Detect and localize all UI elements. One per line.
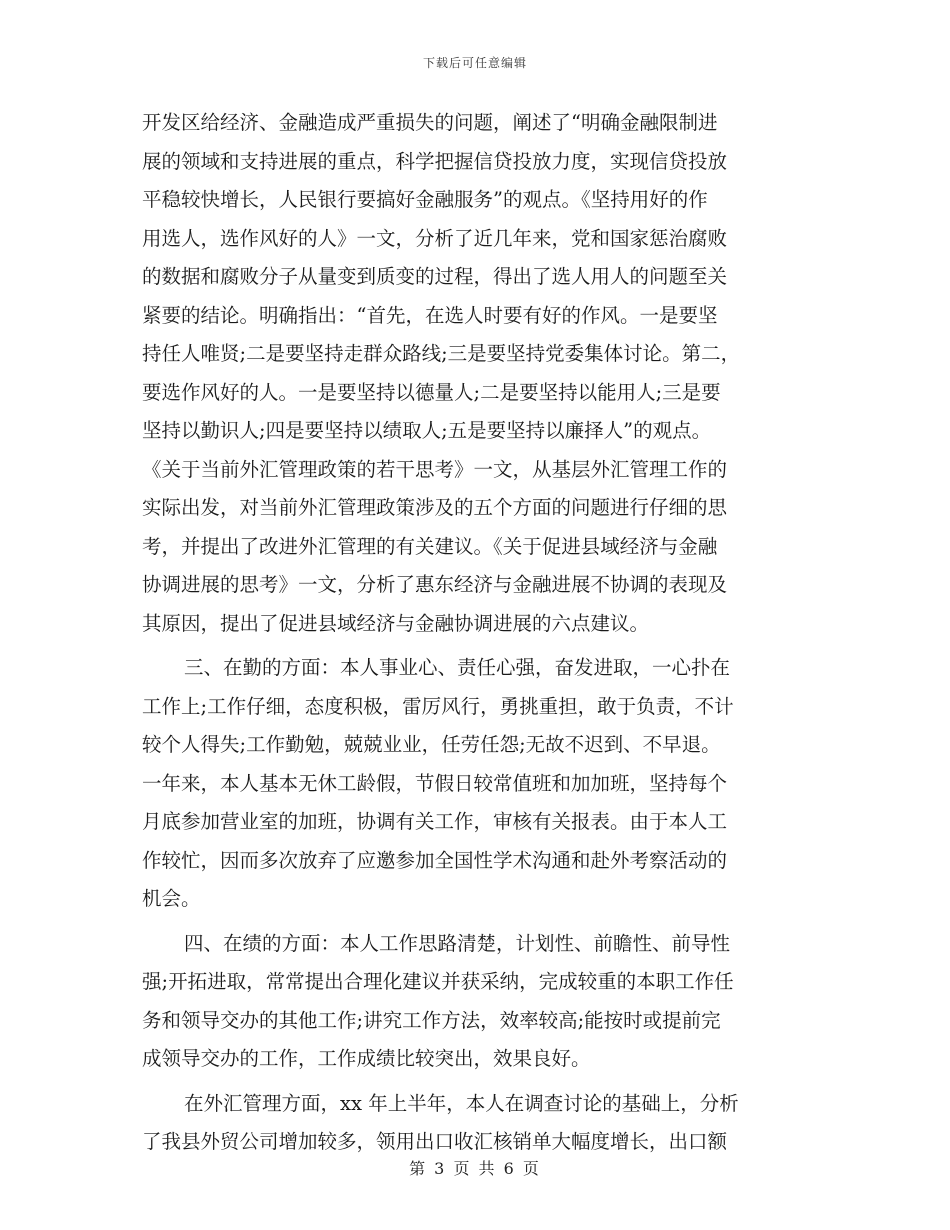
text-line: 协调进展的思考》一文，分析了惠东经济与金融进展不协调的表现及 — [142, 573, 728, 596]
text-line: 紧要的结论。明确指出：“首先，在选人时要有好的作风。一是要坚 — [142, 303, 718, 327]
text-line: 务和领导交办的其他工作;讲究工作方法，效率较高;能按时或提前完 — [142, 1008, 721, 1032]
text-line: 强;开拓进取，常常提出合理化建议并获采纳，完成较重的本职工作任 — [142, 970, 734, 993]
text-line: 成领导交办的工作，工作成绩比较突出，效果良好。 — [142, 1047, 591, 1070]
text-line: 工作上;工作仔细，态度积极，雷厉风行，勇挑重担，敢于负责，不计 — [142, 694, 734, 718]
text-line: 月底参加营业室的加班，协调有关工作，审核有关报表。由于本人工 — [142, 810, 728, 833]
text-line: 三、在勤的方面：本人事业心、责任心强，奋发进取，一心扑在 — [184, 656, 731, 679]
text-line: 要选作风好的人。一是要坚持以德量人;二是要坚持以能用人;三是要 — [142, 380, 721, 404]
text-line: 开发区给经济、金融造成严重损失的问题，阐述了“明确金融限制进 — [142, 111, 718, 134]
text-line: 考，并提出了改进外汇管理的有关建议。《关于促进县域经济与金融 — [142, 534, 718, 558]
text-line: 持任人唯贤;二是要坚持走群众路线;三是要坚持党委集体讨论。第二， — [142, 342, 741, 365]
text-line: 作较忙，因而多次放弃了应邀参加全国性学术沟通和赴外考察活动的 — [142, 848, 728, 872]
text-line: 其原因，提出了促进县域经济与金融协调进展的六点建议。 — [142, 611, 650, 635]
text-line: 机会。 — [142, 887, 201, 910]
page-footer: 第 3 页 共 6 页 — [409, 1159, 541, 1178]
text-line: 了我县外贸公司增加较多，领用出口收汇核销单大幅度增长，出口额 — [142, 1130, 728, 1153]
page-header: 下载后可任意编辑 — [422, 56, 527, 70]
text-line: 展的领域和支持进展的重点，科学把握信贷投放力度，实现信贷投放 — [142, 149, 728, 173]
text-line: 实际出发，对当前外汇管理政策涉及的五个方面的问题进行仔细的思 — [142, 496, 728, 519]
text-line: 坚持以勤识人;四是要坚持以绩取人;五是要坚持以廉择人”的观点。 — [142, 419, 712, 442]
text-line: 平稳较快增长，人民银行要搞好金融服务”的观点。《坚持用好的作 — [142, 188, 708, 211]
document-body — [142, 104, 798, 1162]
text-line: 较个人得失;工作勤勉，兢兢业业，任劳任怨;无故不迟到、不早退。 — [142, 733, 721, 756]
text-line: 用选人，选作风好的人》一文，分析了近几年来，党和国家惩治腐败 — [142, 226, 728, 250]
text-line: 四、在绩的方面：本人工作思路清楚，计划性、前瞻性、前导性 — [184, 931, 731, 955]
text-line: 《关于当前外汇管理政策的若干思考》一文，从基层外汇管理工作的 — [142, 457, 728, 481]
text-line: 在外汇管理方面，xx 年上半年，本人在调查讨论的基础上，分析 — [184, 1091, 739, 1115]
text-line: 一年来，本人基本无休工龄假，节假日较常值班和加加班，坚持每个 — [142, 771, 728, 795]
text-line: 的数据和腐败分子从量变到质变的过程，得出了选人用人的问题至关 — [142, 265, 728, 288]
